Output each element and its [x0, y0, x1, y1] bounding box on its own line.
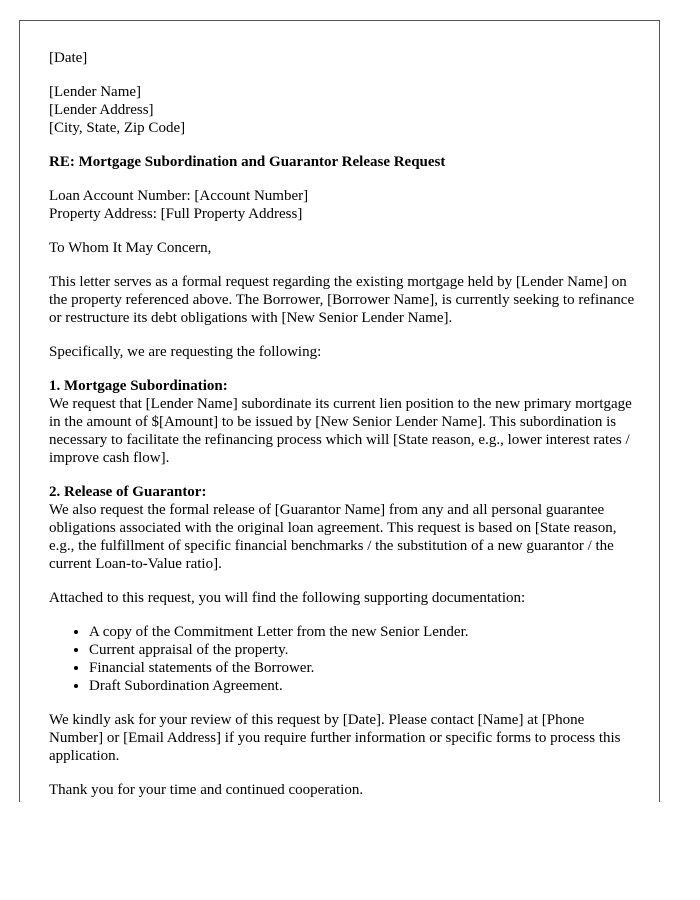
list-item: • Draft Subordination Agreement.: [89, 677, 639, 695]
requests-intro: Specifically, we are requesting the following:: [49, 344, 322, 360]
letter-page: [19, 20, 660, 802]
lender-address: [Lender Address]: [49, 102, 154, 118]
list-item: • A copy of the Commitment Letter from the new Senior Lender.: [89, 623, 639, 641]
lender-name: [Lender Name]: [49, 84, 142, 100]
section-guarantor-release: [49, 483, 639, 573]
list-item: • Financial statements of the Borrower.: [89, 659, 639, 677]
letter-date: [Date]: [49, 50, 88, 66]
lender-city-state-zip: [City, State, Zip Code]: [49, 120, 186, 136]
loan-info-block: [49, 187, 639, 223]
salutation: To Whom It May Concern,: [49, 240, 212, 256]
property-address: Property Address: [Full Property Address]: [49, 206, 303, 222]
section-subordination: [49, 377, 639, 467]
section-guarantor-release-body: We also request the formal release of [Guarantor Name] from any and all personal guarantee obligations associated with the original loan agreement. This request is based on [State reason, e.g., the fulfillment of specific financial benchmarks / the substitution of a new guarantor / the current Loan-to-Value ratio].: [49, 502, 617, 572]
section-guarantor-release-heading: 2. Release of Guarantor:: [49, 484, 207, 500]
attachments-list: [49, 623, 639, 695]
intro-paragraph: This letter serves as a formal request regarding the existing mortgage held by [Lender Name] on the property referenced above. The Borrower, [Borrower Name], is currently seeking to refinance or restructure its debt obligations with [New Senior Lender Name].: [49, 274, 635, 326]
letter-body: [49, 49, 639, 802]
lender-block: [49, 83, 639, 137]
list-item: • Current appraisal of the property.: [89, 641, 639, 659]
loan-account-number: Loan Account Number: [Account Number]: [49, 188, 309, 204]
section-subordination-heading: 1. Mortgage Subordination:: [49, 378, 228, 394]
section-subordination-body: We request that [Lender Name] subordinate its current lien position to the new primary mortgage in the amount of $[Amount] to be issued by [New Senior Lender Name]. This subordination is necessary to facilitate the refinancing process which will [State reason, e.g., lower interest rates / improve cash flow].: [49, 396, 632, 466]
closing-request: We kindly ask for your review of this request by [Date]. Please contact [Name] at [Phone Number] or [Email Address] if you require further information or specific forms to process this application.: [49, 712, 621, 764]
subject-line: RE: Mortgage Subordination and Guarantor Release Request: [49, 154, 446, 170]
thanks-line: Thank you for your time and continued cooperation.: [49, 782, 364, 798]
attachments-intro: Attached to this request, you will find the following supporting documentation:: [49, 590, 526, 606]
